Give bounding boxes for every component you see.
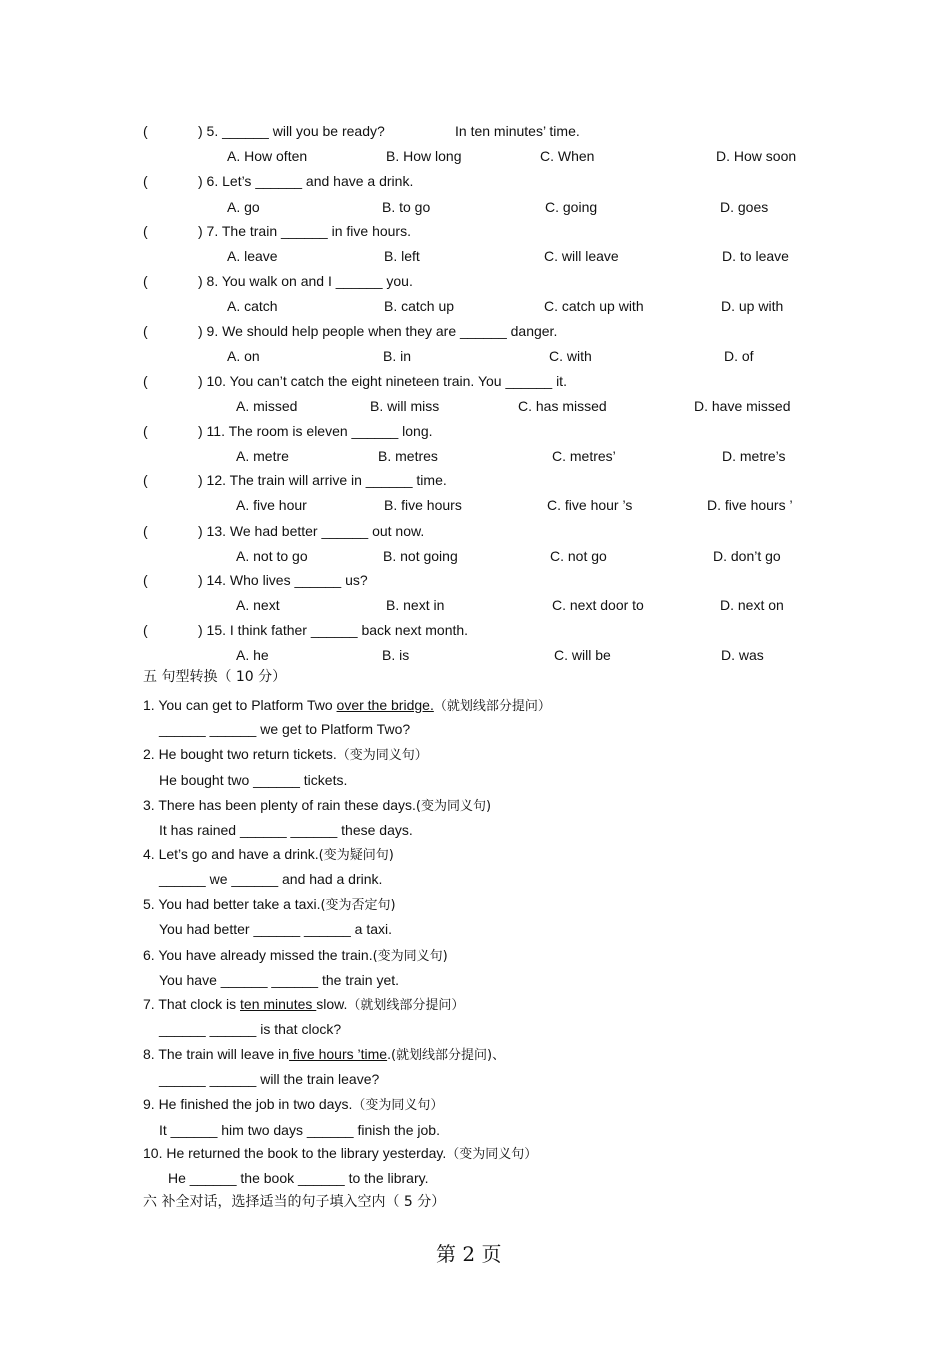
sentence-text: 4. Let’s go and have a drink. <box>143 846 319 862</box>
option-c: C. not go <box>550 548 607 564</box>
answer-line: It ______ him two days ______ finish the job. <box>159 1122 440 1138</box>
question-stem: ) 13. We had better ______ out now. <box>198 523 425 539</box>
answer-bracket: ( <box>143 523 148 539</box>
instruction-note: （变为同义句） <box>352 1098 444 1113</box>
option-b: B. catch up <box>384 298 455 314</box>
option-b: B. How long <box>386 148 462 164</box>
option-c: C. When <box>540 148 595 164</box>
option-d: D. don’t go <box>713 548 781 564</box>
sentence-text: 9. He finished the job in two days. <box>143 1096 353 1112</box>
option-a: A. metre <box>236 448 289 464</box>
instruction-note: (变为同义句) <box>415 799 492 814</box>
option-b: B. next in <box>386 597 445 613</box>
section-heading: 五 句型转换（ 10 分） <box>143 669 287 685</box>
option-a: A. missed <box>236 398 298 414</box>
option-d: D. to leave <box>722 248 789 264</box>
transform-item <box>143 745 428 765</box>
instruction-note: （变为同义句） <box>446 1147 538 1162</box>
answer-line: ______ ______ will the train leave? <box>159 1071 380 1087</box>
question-stem: ) 15. I think father ______ back next month. <box>198 622 469 638</box>
answer-line: ______ ______ we get to Platform Two? <box>159 721 411 737</box>
sentence-text: 8. The train will leave in <box>143 1046 290 1062</box>
option-a: A. on <box>227 348 260 364</box>
answer-bracket: ( <box>143 223 148 239</box>
transform-item <box>143 895 396 915</box>
page-number: 第 2 页 <box>436 1242 502 1266</box>
answer-bracket: ( <box>143 273 148 289</box>
option-a: A. not to go <box>236 548 308 564</box>
option-c: C. will leave <box>544 248 619 264</box>
answer-bracket: ( <box>143 572 148 588</box>
option-c: C. with <box>549 348 592 364</box>
option-a: A. five hour <box>236 497 307 513</box>
option-d: D. five hours ’ <box>707 497 793 513</box>
option-a: A. How often <box>227 148 308 164</box>
sentence-text: 2. He bought two return tickets. <box>143 746 337 762</box>
sentence-text: 7. That clock is <box>143 996 241 1012</box>
underlined-text: five hours ’time <box>289 1046 388 1062</box>
sentence-text: . <box>387 1046 391 1062</box>
sentence-text: slow. <box>316 996 348 1012</box>
answer-line: He ______ the book ______ to the library. <box>168 1170 429 1186</box>
sentence-text: 5. You had better take a taxi. <box>143 896 321 912</box>
option-a: A. leave <box>227 248 278 264</box>
question-stem: ) 5. ______ will you be ready? <box>198 123 385 139</box>
answer-line: ______ we ______ and had a drink. <box>159 871 383 887</box>
question-stem: ) 10. You can’t catch the eight nineteen train. You ______ it. <box>198 373 567 389</box>
sentence-text: 1. You can get to Platform Two <box>143 697 337 713</box>
option-b: B. not going <box>383 548 458 564</box>
question-hint: In ten minutes’ time. <box>455 123 580 139</box>
instruction-note: (变为否定句) <box>320 898 396 913</box>
question-stem: ) 7. The train ______ in five hours. <box>198 223 411 239</box>
instruction-note: (就划线部分提问)、 <box>390 1048 506 1063</box>
option-b: B. is <box>382 647 410 663</box>
transform-item <box>143 946 448 966</box>
underlined-text: over the bridge. <box>336 697 434 713</box>
instruction-note: （就划线部分提问） <box>347 998 465 1013</box>
option-d: D. was <box>721 647 764 663</box>
transform-item <box>143 696 551 716</box>
transform-item <box>143 796 491 816</box>
option-c: C. has missed <box>518 398 607 414</box>
question-stem: ) 14. Who lives ______ us? <box>198 572 368 588</box>
option-c: C. will be <box>554 647 611 663</box>
option-c: C. five hour ’s <box>547 497 633 513</box>
answer-line: It has rained ______ ______ these days. <box>159 822 413 838</box>
answer-bracket: ( <box>143 472 148 488</box>
answer-bracket: ( <box>143 373 148 389</box>
question-stem: ) 12. The train will arrive in ______ time. <box>198 472 447 488</box>
option-b: B. metres <box>378 448 438 464</box>
option-d: D. metre’s <box>722 448 786 464</box>
transform-item <box>143 1095 443 1115</box>
transform-item <box>143 845 394 865</box>
answer-bracket: ( <box>143 323 148 339</box>
option-c: C. next door to <box>552 597 644 613</box>
answer-bracket: ( <box>143 173 148 189</box>
question-stem: ) 11. The room is eleven ______ long. <box>198 423 433 439</box>
option-c: C. going <box>545 199 598 215</box>
option-b: B. will miss <box>370 398 440 414</box>
answer-bracket: ( <box>143 423 148 439</box>
sentence-text: 10. He returned the book to the library yesterday. <box>143 1145 447 1161</box>
answer-line: You have ______ ______ the train yet. <box>159 972 400 988</box>
option-d: D. have missed <box>694 398 791 414</box>
option-a: A. next <box>236 597 280 613</box>
answer-bracket: ( <box>143 123 148 139</box>
answer-line: ______ ______ is that clock? <box>159 1021 342 1037</box>
transform-item <box>143 1045 505 1065</box>
option-d: D. up with <box>721 298 784 314</box>
option-a: A. catch <box>227 298 278 314</box>
instruction-note: (变为同义句) <box>372 949 448 964</box>
option-b: B. five hours <box>384 497 462 513</box>
option-a: A. go <box>227 199 260 215</box>
instruction-note: (变为疑问句) <box>318 848 394 863</box>
transform-item <box>143 995 464 1015</box>
question-stem: ) 8. You walk on and I ______ you. <box>198 273 413 289</box>
question-stem: ) 6. Let’s ______ and have a drink. <box>198 173 414 189</box>
option-c: C. catch up with <box>544 298 644 314</box>
option-b: B. left <box>384 248 420 264</box>
answer-line: You had better ______ ______ a taxi. <box>159 921 393 937</box>
instruction-note: （就划线部分提问） <box>433 699 551 714</box>
option-c: C. metres’ <box>552 448 616 464</box>
sentence-text: 6. You have already missed the train. <box>143 947 373 963</box>
question-stem: ) 9. We should help people when they are ______ danger. <box>198 323 558 339</box>
option-d: D. goes <box>720 199 769 215</box>
instruction-note: （变为同义句） <box>336 748 428 763</box>
answer-bracket: ( <box>143 622 148 638</box>
option-d: D. next on <box>720 597 784 613</box>
answer-line: He bought two ______ tickets. <box>159 772 348 788</box>
option-d: D. of <box>724 348 754 364</box>
option-a: A. he <box>236 647 269 663</box>
option-d: D. How soon <box>716 148 797 164</box>
transform-item <box>143 1144 537 1164</box>
option-b: B. in <box>383 348 412 364</box>
section-heading: 六 补全对话，选择适当的句子填入空内（ 5 分） <box>143 1194 446 1210</box>
option-b: B. to go <box>382 199 431 215</box>
underlined-text: ten minutes <box>240 996 317 1012</box>
sentence-text: 3. There has been plenty of rain these days. <box>143 797 416 813</box>
